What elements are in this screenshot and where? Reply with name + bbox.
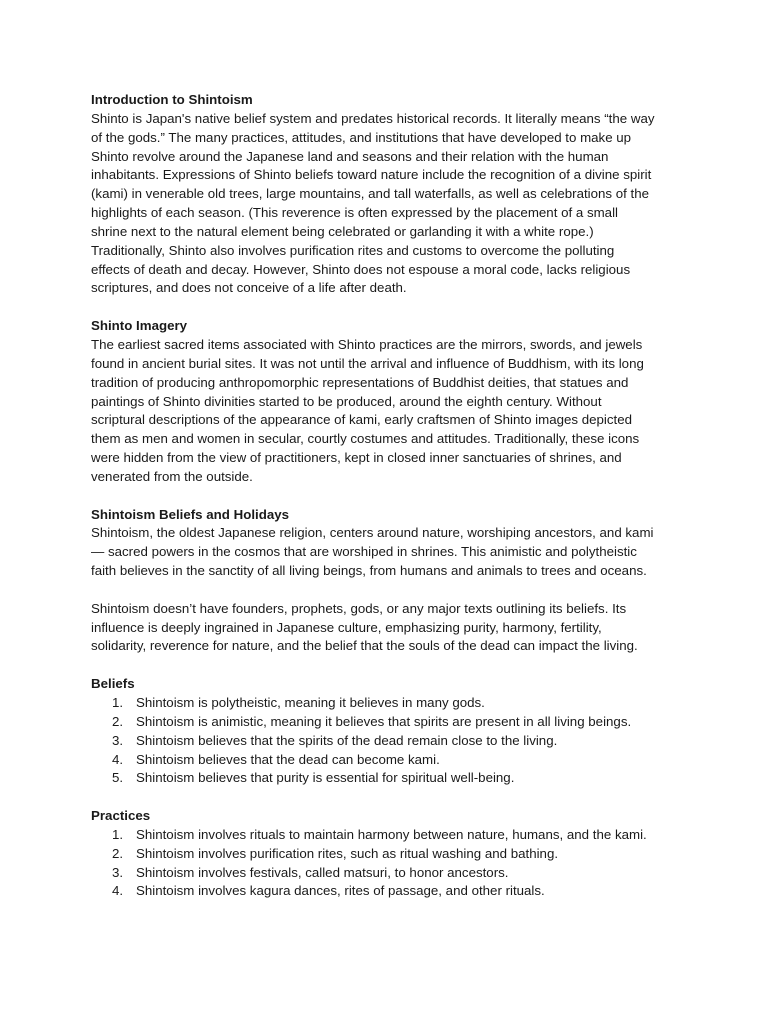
paragraph-line: shrine next to the natural element being celebrated or garlanding it with a white rope.) xyxy=(91,223,594,239)
paragraph-line: — sacred powers in the cosmos that are worshiped in shrines. This animistic and polytheistic xyxy=(91,544,637,560)
list-number: 2. xyxy=(112,845,124,861)
paragraph-line: Shinto is Japan's native belief system and predates historical records. It literally means “the way xyxy=(91,110,655,126)
section-heading: Introduction to Shintoism xyxy=(91,92,253,107)
beliefs-list xyxy=(91,694,691,788)
list-item xyxy=(91,713,691,732)
section-beliefs xyxy=(91,675,691,788)
section-imagery xyxy=(91,317,691,487)
section-practices xyxy=(91,807,691,901)
list-number: 1. xyxy=(112,826,124,842)
paragraph-line: Traditionally, Shinto also involves purification rites and customs to overcome the polluting xyxy=(91,242,615,258)
paragraph-gap xyxy=(91,656,691,675)
paragraph-line: effects of death and decay. However, Shinto does not espouse a moral code, lacks religious xyxy=(91,261,631,277)
list-item xyxy=(91,882,691,901)
list-item xyxy=(91,732,691,751)
list-number: 4. xyxy=(112,751,124,767)
list-item-text: Shintoism is animistic, meaning it believes that spirits are present in all living beings. xyxy=(136,713,632,729)
list-item xyxy=(91,751,691,770)
paragraph-gap xyxy=(91,788,691,807)
section-heading: Shinto Imagery xyxy=(91,318,188,334)
list-item-text: Shintoism believes that purity is essential for spiritual well-being. xyxy=(136,770,515,786)
paragraph-line: Shintoism doesn’t have founders, prophets, gods, or any major texts outlining its beliefs. Its xyxy=(91,600,627,616)
list-item-text: Shintoism believes that the dead can become kami. xyxy=(136,751,440,767)
paragraph-line: influence is deeply ingrained in Japanese culture, emphasizing purity, harmony, fertility, xyxy=(91,619,602,635)
list-item-text: Shintoism involves kagura dances, rites of passage, and other rituals. xyxy=(136,883,545,899)
section-beliefs-holidays xyxy=(91,506,691,657)
list-number: 2. xyxy=(112,713,124,729)
section-introduction xyxy=(91,91,691,298)
paragraph-line: Shintoism, the oldest Japanese religion, centers around nature, worshiping ancestors, and kami xyxy=(91,525,654,541)
paragraph-gap xyxy=(91,298,691,317)
list-number: 3. xyxy=(112,864,124,880)
list-item-text: Shintoism is polytheistic, meaning it believes in many gods. xyxy=(136,695,485,710)
paragraph-line: inhabitants. Expressions of Shinto beliefs toward nature include the recognition of a divine spirit xyxy=(91,167,652,183)
paragraph-line: solidarity, reverence for nature, and the belief that the souls of the dead can impact the living. xyxy=(91,638,638,654)
paragraph-gap xyxy=(91,581,691,600)
paragraph-line: venerated from the outside. xyxy=(91,468,253,484)
list-item-text: Shintoism believes that the spirits of the dead remain close to the living. xyxy=(136,732,558,748)
list-number: 1. xyxy=(112,695,124,710)
list-item xyxy=(91,694,691,713)
list-number: 5. xyxy=(112,770,124,786)
paragraph-line: were hidden from the view of practitioners, kept in closed inner sanctuaries of shrines, and xyxy=(91,450,622,466)
section-heading: Practices xyxy=(91,808,151,824)
list-item xyxy=(91,845,691,864)
paragraph-line: of the gods.” The many practices, attitudes, and institutions that have developed to make up xyxy=(91,129,632,145)
paragraph-line: them as men and women in secular, courtly costumes and attitudes. Traditionally, these icons xyxy=(91,431,640,447)
paragraph-line: scriptural descriptions of the appearance of kami, early craftsmen of Shinto images depicted xyxy=(91,412,633,428)
paragraph-line: Shinto revolve around the Japanese land and seasons and their relation with the human xyxy=(91,148,609,164)
section-heading: Beliefs xyxy=(91,676,135,692)
paragraph-line: faith believes in the sanctity of all living beings, from humans and animals to trees and oceans. xyxy=(91,563,647,579)
list-item xyxy=(91,864,691,883)
paragraph-line: highlights of each season. (This reverence is often expressed by the placement of a small xyxy=(91,205,618,221)
paragraph-gap xyxy=(91,487,691,506)
list-item-text: Shintoism involves festivals, called matsuri, to honor ancestors. xyxy=(136,864,509,880)
practices-list xyxy=(91,826,691,901)
list-item xyxy=(91,826,691,845)
section-heading: Shintoism Beliefs and Holidays xyxy=(91,506,290,522)
list-number: 3. xyxy=(112,732,124,748)
list-number: 4. xyxy=(112,883,124,899)
paragraph-line: found in ancient burial sites. It was not until the arrival and influence of Buddhism, with its long xyxy=(91,355,644,371)
paragraph-line: scriptures, and does not conceive of a life after death. xyxy=(91,280,407,296)
list-item xyxy=(91,769,691,788)
paragraph-line: tradition of producing anthropomorphic representations of Buddhist deities, that statues and xyxy=(91,374,629,390)
paragraph-line: The earliest sacred items associated with Shinto practices are the mirrors, swords, and jewels xyxy=(91,336,643,352)
list-item-text: Shintoism involves rituals to maintain harmony between nature, humans, and the kami. xyxy=(136,826,647,842)
paragraph-line: (kami) in venerable old trees, large mountains, and tall waterfalls, as well as celebrations of the xyxy=(91,186,650,202)
document-body xyxy=(91,91,691,901)
list-item-text: Shintoism involves purification rites, such as ritual washing and bathing. xyxy=(136,845,559,861)
paragraph-line: paintings of Shinto divinities started to be produced, around the eighth century. Without xyxy=(91,393,602,409)
